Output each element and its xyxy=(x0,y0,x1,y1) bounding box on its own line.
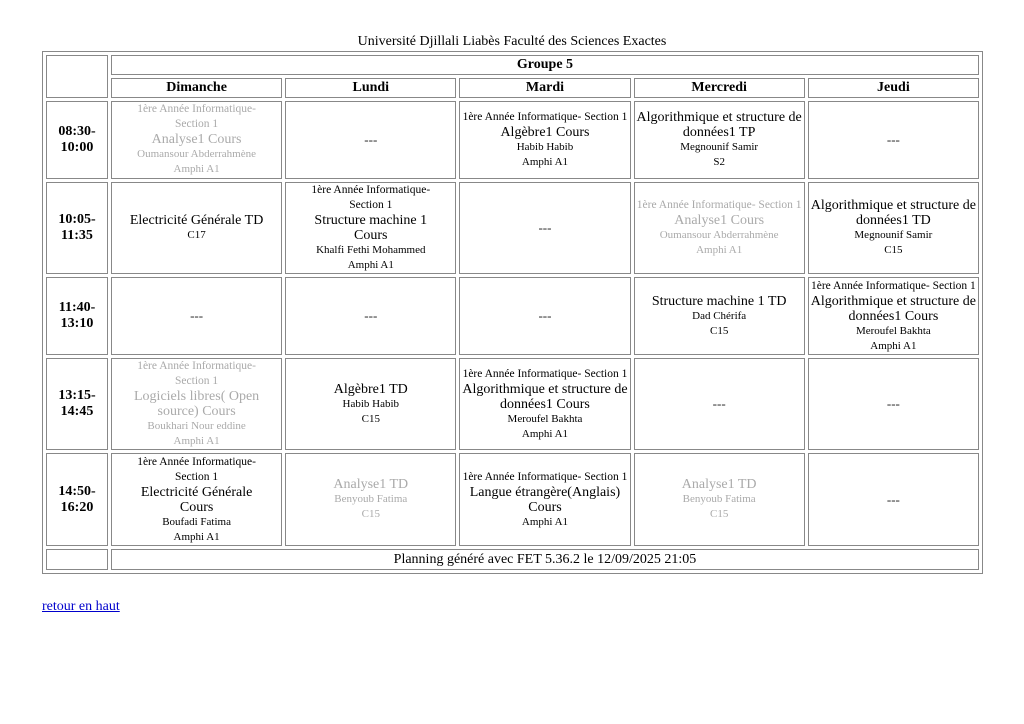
time-slot-label: 10:05- 11:35 xyxy=(46,182,108,275)
corner-cell xyxy=(46,55,108,98)
course-cell xyxy=(808,277,979,354)
course-title: Algorithmique et structure de xyxy=(810,293,976,309)
course-detail: Habib Habib xyxy=(342,397,400,410)
course-detail: Benyoub Fatima xyxy=(682,493,756,506)
generator-footer: Planning généré avec FET 5.36.2 le 12/09/2025 21:05 xyxy=(111,549,979,570)
course-detail: Oumansour Abderrahmène xyxy=(137,148,256,161)
course-title: Algèbre1 TD xyxy=(333,381,408,397)
day-header: Lundi xyxy=(285,78,456,98)
time-slot-label: 08:30- 10:00 xyxy=(46,101,108,178)
course-section: 1ère Année Informatique- Section 1 xyxy=(462,470,628,483)
course-title: Algorithmique et structure de xyxy=(636,109,802,125)
time-slot-row xyxy=(46,277,979,354)
course-detail: Meroufel Bakhta xyxy=(855,324,931,337)
time-slot-label: 11:40- 13:10 xyxy=(46,277,108,354)
course-section: 1ère Année Informatique- Section 1 xyxy=(810,279,976,292)
time-slot-row xyxy=(46,182,979,275)
course-section: Section 1 xyxy=(175,470,219,483)
footer-corner-cell xyxy=(46,549,108,570)
empty-slot: --- xyxy=(634,358,805,451)
course-detail: Amphi A1 xyxy=(173,163,220,176)
empty-slot: --- xyxy=(285,277,456,354)
day-header: Dimanche xyxy=(111,78,282,98)
course-title: données1 TD xyxy=(855,213,931,229)
course-cell xyxy=(634,277,805,354)
course-detail: Boufadi Fatima xyxy=(162,515,231,528)
course-cell xyxy=(459,453,630,546)
course-title: données1 Cours xyxy=(500,396,590,412)
empty-slot: --- xyxy=(285,101,456,178)
back-to-top-link[interactable]: retour en haut xyxy=(42,599,120,614)
empty-slot: --- xyxy=(111,277,282,354)
course-cell xyxy=(111,358,282,451)
course-cell xyxy=(634,101,805,178)
course-detail: Meroufel Bakhta xyxy=(507,412,583,425)
course-title: Cours xyxy=(354,228,388,244)
course-detail: Amphi A1 xyxy=(521,155,569,168)
course-title: Algorithmique et structure de xyxy=(462,381,628,397)
course-title: Analyse1 Cours xyxy=(674,213,765,229)
time-slot-label: 13:15- 14:45 xyxy=(46,358,108,451)
group-row xyxy=(46,55,979,75)
course-title: Electricité Générale TD xyxy=(129,213,264,229)
empty-slot: --- xyxy=(459,277,630,354)
course-section: 1ère Année Informatique- Section 1 xyxy=(462,110,628,123)
course-title: source) Cours xyxy=(157,404,236,420)
course-section: 1ère Année Informatique- xyxy=(311,184,431,197)
course-section: 1ère Année Informatique- Section 1 xyxy=(462,367,628,380)
course-detail: Benyoub Fatima xyxy=(334,493,408,506)
course-detail: Megnounif Samir xyxy=(854,229,933,242)
footer-row xyxy=(46,549,979,570)
empty-slot: --- xyxy=(808,101,979,178)
course-detail: C15 xyxy=(709,324,729,337)
course-title: Algèbre1 Cours xyxy=(500,124,590,140)
course-section: Section 1 xyxy=(349,199,393,212)
empty-slot: --- xyxy=(459,182,630,275)
course-cell xyxy=(634,182,805,275)
course-section: 1ère Année Informatique- Section 1 xyxy=(636,199,802,212)
course-section: 1ère Année Informatique- xyxy=(137,103,256,116)
course-detail: Khalfi Fethi Mohammed xyxy=(316,244,426,257)
day-header: Mardi xyxy=(459,78,630,98)
group-header: Groupe 5 xyxy=(111,55,979,75)
course-title: Analyse1 TD xyxy=(333,477,409,493)
course-cell xyxy=(285,182,456,275)
time-slot-label: 14:50- 16:20 xyxy=(46,453,108,546)
course-detail: C15 xyxy=(361,508,380,521)
course-cell xyxy=(111,182,282,275)
course-detail: Boukhari Nour eddine xyxy=(147,420,246,433)
course-detail: Oumansour Abderrahmène xyxy=(659,229,779,242)
course-cell xyxy=(285,453,456,546)
course-title: Structure machine 1 xyxy=(314,213,428,229)
course-detail: Amphi A1 xyxy=(173,530,220,543)
course-title: Cours xyxy=(179,499,214,515)
course-detail: Amphi A1 xyxy=(347,259,394,272)
course-title: Analyse1 TD xyxy=(681,477,757,493)
course-detail: Amphi A1 xyxy=(696,244,743,257)
time-slot-row xyxy=(46,101,979,178)
page-title: Université Djillali Liabès Faculté des Sciences Exactes xyxy=(357,34,667,49)
course-cell xyxy=(459,101,630,178)
course-cell xyxy=(285,358,456,451)
day-header-row xyxy=(46,78,979,98)
course-detail: Amphi A1 xyxy=(173,435,220,448)
timetable xyxy=(42,51,983,574)
course-detail: C15 xyxy=(709,508,729,521)
course-detail: Megnounif Samir xyxy=(680,140,759,153)
course-cell xyxy=(634,453,805,546)
course-detail: Habib Habib xyxy=(516,140,574,153)
course-detail: Dad Chérifa xyxy=(692,309,747,322)
course-title: Analyse1 Cours xyxy=(151,132,242,148)
course-detail: Amphi A1 xyxy=(870,339,917,352)
course-section: 1ère Année Informatique- xyxy=(137,360,256,373)
course-title: données1 TP xyxy=(682,124,756,140)
course-detail: S2 xyxy=(713,155,725,168)
day-header: Jeudi xyxy=(808,78,979,98)
course-detail: C15 xyxy=(884,244,903,257)
course-cell xyxy=(111,101,282,178)
course-title: Langue étrangère(Anglais) Cours xyxy=(469,484,621,515)
course-cell xyxy=(111,453,282,546)
day-header: Mercredi xyxy=(634,78,805,98)
course-cell xyxy=(808,182,979,275)
course-section: Section 1 xyxy=(175,118,219,131)
course-title: données1 Cours xyxy=(848,308,939,324)
course-cell xyxy=(459,358,630,451)
course-section: 1ère Année Informatique- xyxy=(137,455,256,468)
course-title: Logiciels libres( Open xyxy=(134,389,260,405)
time-slot-row xyxy=(46,453,979,546)
course-detail: Amphi A1 xyxy=(521,515,569,528)
empty-slot: --- xyxy=(808,453,979,546)
course-section: Section 1 xyxy=(175,375,219,388)
course-detail: C15 xyxy=(361,412,380,425)
course-detail: C17 xyxy=(187,229,206,242)
course-title: Algorithmique et structure de xyxy=(810,198,976,214)
course-title: Electricité Générale xyxy=(140,484,253,500)
course-title: Structure machine 1 TD xyxy=(651,293,787,309)
empty-slot: --- xyxy=(808,358,979,451)
time-slot-row xyxy=(46,358,979,451)
course-detail: Amphi A1 xyxy=(521,427,569,440)
